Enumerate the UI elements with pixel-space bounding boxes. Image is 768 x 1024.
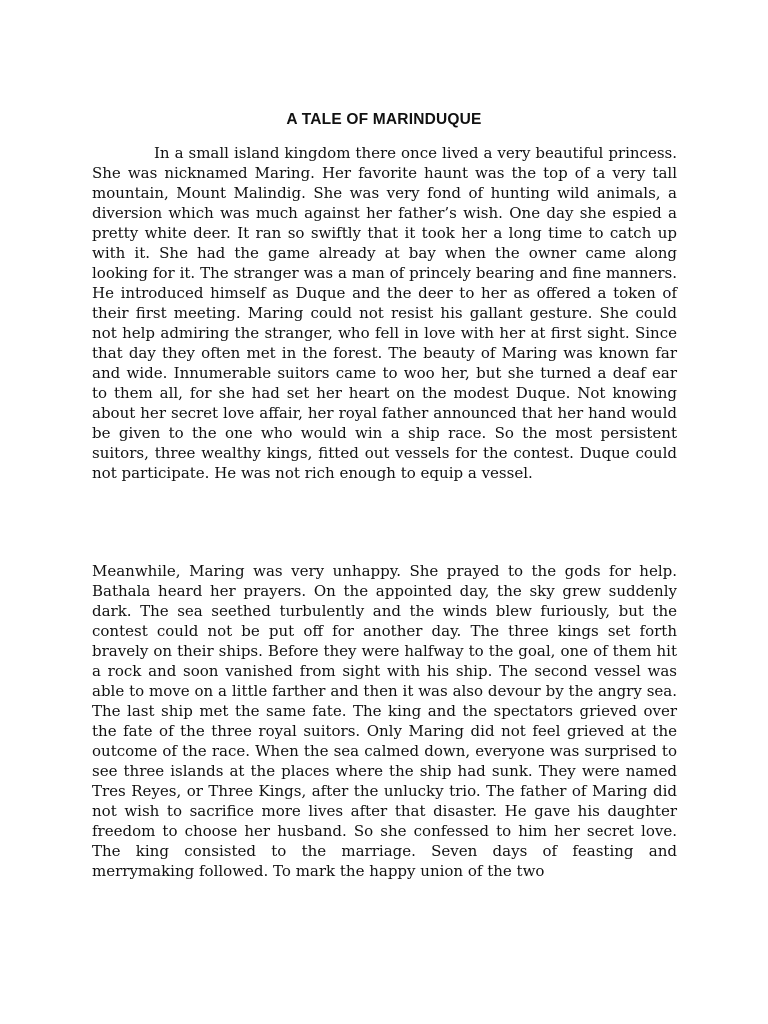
paragraph-2: Meanwhile, Maring was very unhappy. She prayed to the gods for help. Bathala heard her prayers. On the appointed day, the sky grew suddenly dark. The sea seethed turbulently and the winds blew furiously, but the contest could not be put off for another day. The three kings set forth bravely on their ships. Before they were halfway to the goal, one of them hit a rock and soon vanished from sight with his ship. The second vessel was able to move on a little farther and then it was also devour by the angry sea. The last ship met the same fate. The king and the spectators grieved over the fate of the three royal suitors. Only Maring did not feel grieved at the outcome of the race. When the sea calmed down, everyone was surprised to see three islands at the places where the ship had sunk. They were named Tres Reyes, or Three Kings, after the unlucky trio. The father of Maring did not wish to sacrifice more lives after that disaster. He gave his daughter freedom to choose her husband. So she confessed to him her secret love. The king consisted to the marriage. Seven days of feasting and merrymaking followed. To mark the happy union of the two — [92, 562, 677, 880]
document-title: A TALE OF MARINDUQUE — [286, 111, 482, 128]
paragraph-1: In a small island kingdom there once lived a very beautiful princess. She was nicknamed Maring. Her favorite haunt was the top of a very tall mountain, Mount Malindig. She was very fond of hunting wild animals, a diversion which was much against her father’s wish. One day she espied a pretty white deer. It ran so swiftly that it took her a long time to catch up with it. She had the game already at bay when the owner came along looking for it. The stranger was a man of princely bearing and fine manners. He introduced himself as Duque and the deer to her as offered a token of their first meeting. Maring could not resist his gallant gesture. She could not help admiring the stranger, who fell in love with her at first sight. Since that day they often met in the forest. The beauty of Maring was known far and wide. Innumerable suitors came to woo her, but she turned a deaf ear to them all, for she had set her heart on the modest Duque. Not knowing about her secret love affair, her royal father announced that her hand would be given to the one who would win a ship race. So the most persistent suitors, three wealthy kings, fitted out vessels for the contest. Duque could not participate. He was not rich enough to equip a vessel. — [92, 144, 677, 482]
